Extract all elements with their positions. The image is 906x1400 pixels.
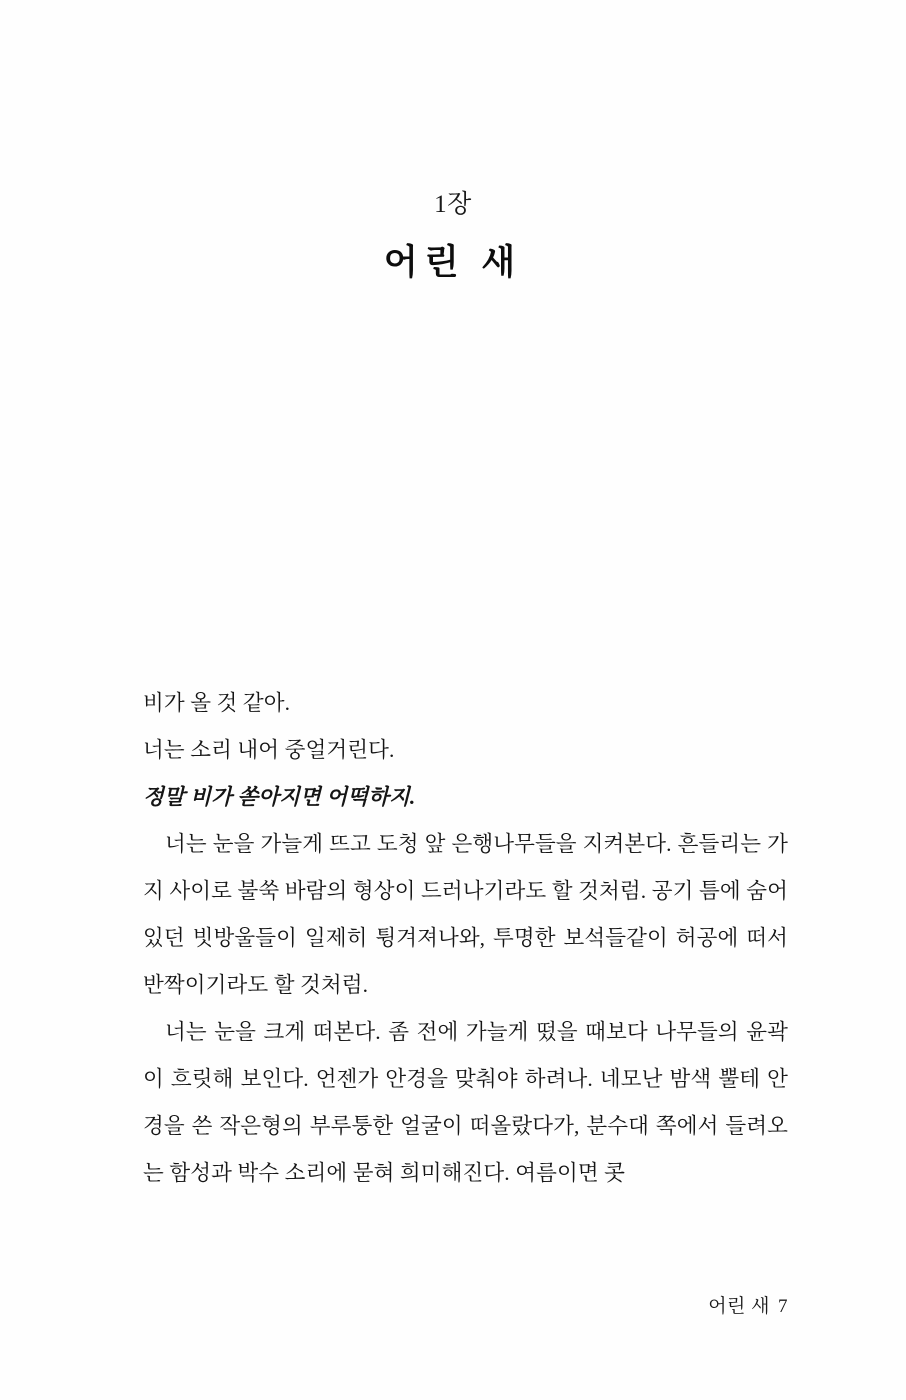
paragraph-1: 너는 눈을 가늘게 뜨고 도청 앞 은행나무들을 지켜본다. 흔들리는 가지 사이로 불쑥 바람의 형상이 드러나기라도 할 것처럼. 공기 틈에 숨어 있던 빗방울들이 일제히 튕겨져나와, 투명한 보석들같이 허공에 떠서 반짝이기라도 할 것처럼. — [143, 832, 788, 997]
chapter-title: 어린 새 — [383, 243, 523, 282]
running-title: 어린 새 — [708, 1296, 770, 1317]
chapter-number: 1장 — [434, 191, 472, 218]
page-number: 7 — [778, 1296, 788, 1317]
dialogue-line-3-italic: 정말 비가 쏟아지면 어떡하지. — [143, 785, 416, 809]
page-footer — [708, 1291, 788, 1318]
body-text — [143, 680, 788, 1197]
dialogue-line-1: 비가 올 것 같아. — [143, 691, 291, 715]
dialogue-line-2: 너는 소리 내어 중얼거린다. — [143, 738, 395, 762]
chapter-heading — [0, 190, 906, 284]
paragraph-2: 너는 눈을 크게 떠본다. 좀 전에 가늘게 떴을 때보다 나무들의 윤곽이 흐릿해 보인다. 언젠가 안경을 맞춰야 하려나. 네모난 밤색 뿔테 안경을 쓴 작은형의 부루퉁한 얼굴이 떠올랐다가, 분수대 쪽에서 들려오는 함성과 박수 소리에 묻혀 희미해진다. 여름이면 콧 — [143, 1020, 788, 1185]
